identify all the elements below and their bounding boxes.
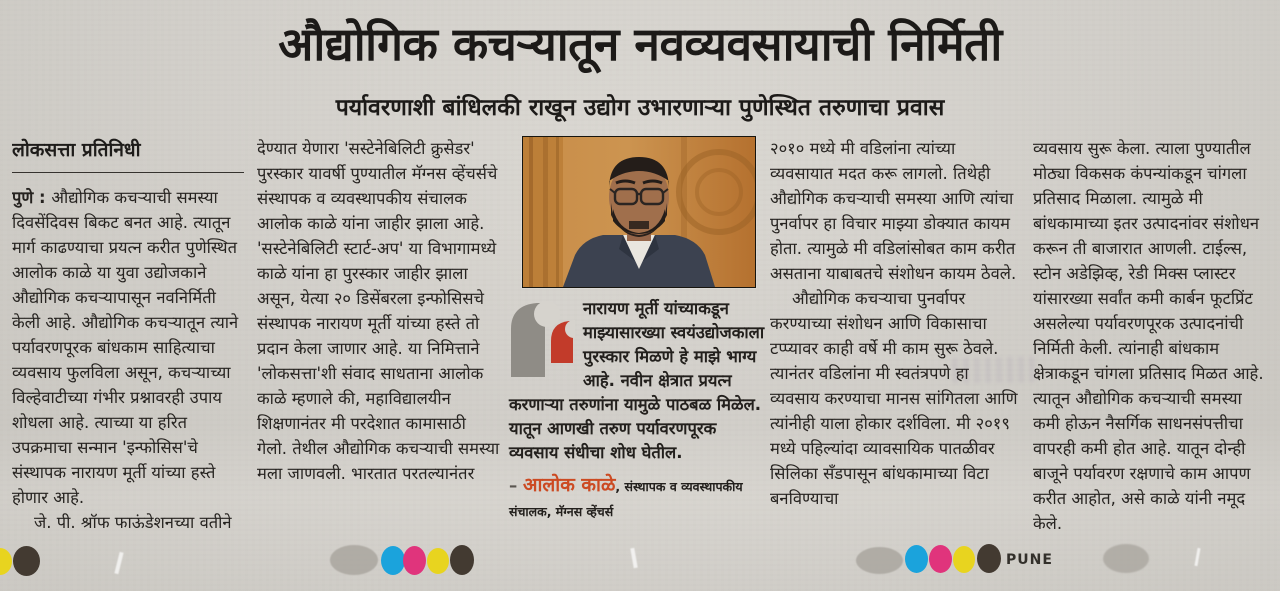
- column-1: [12, 136, 244, 532]
- registration-dot-black: [450, 545, 474, 575]
- registration-dot-magenta: [929, 545, 952, 573]
- column-3: [507, 136, 765, 532]
- edition-label: PUNE: [1006, 552, 1053, 568]
- registration-dot-cyan: [381, 546, 405, 575]
- article-subheadline: पर्यावरणाशी बांधिलकी राखून उद्योग उभारणाऱ्या पुणेस्थित तरुणाचा प्रवास: [335, 95, 945, 121]
- registration-blob-gray: [856, 547, 903, 574]
- paper-scratch: [114, 552, 123, 574]
- paragraph: व्यवसाय सुरू केला. त्याला पुण्यातील मोठ्या विकसक कंपन्यांकडून चांगला प्रतिसाद मिळाला. त्यामुळे मी बांधकामाच्या इतर उत्पादनांवर संशोधन करून ती बाजारात आणली. टाईल्स, स्टोन अडेझिव्ह, रेडी मिक्स प्लास्टर यांसारख्या सर्वांत कमी कार्बन फूटप्रिंट असलेल्या पर्यावरणपूरक उत्पादनांची निर्मिती केली. त्यांनाही बांधकाम क्षेत्राकडून चांगला प्रतिसाद मिळत आहे. त्यातून औद्योगिक कचऱ्याची समस्या कमी होऊन नैसर्गिक साधनसंपत्तीचा वापरही कमी होत आहे. यातून दोन्ही बाजूने पर्यावरण रक्षणाचे काम आपण करीत आहोत, असे काळे यांनी नमूद केले.: [1033, 139, 1264, 532]
- paragraph: जे. पी. श्रॉफ फाऊंडेशनच्या वतीने: [34, 513, 232, 532]
- pull-quote: [507, 297, 765, 523]
- registration-dot-yellow: [953, 546, 975, 573]
- paragraph: २०१० मध्ये मी वडिलांना त्यांच्या व्यवसायात मदत करू लागलो. तिथेही औद्योगिक कचऱ्याची समस्या आणि त्यांचा पुनर्वापर हा विचार माझ्या डोक्यात कायम होता. त्यामुळे मी वडिलांसोबत काम करीत असताना याबाबतचे संशोधन कायम ठेवले.: [770, 139, 1017, 283]
- column-4: [770, 136, 1020, 532]
- byline-rule: [12, 172, 244, 173]
- paragraph: औद्योगिक कचऱ्याचा पुनर्वापर करण्याच्या संशोधन आणि विकासाचा टप्प्यावर काही वर्षे मी काम सुरू ठेवले. त्यानंतर वडिलांना मी स्वतंत्रपणे हा व्यवसाय करण्याचा मानस सांगितला आणि त्यांनीही याला होकार दर्शविला. मी २०१९ मध्ये पहिल्यांदा व्यावसायिक पातळीवर सिलिका सँडपासून बांधकामाच्या विटा बनविण्याचा: [770, 289, 1018, 508]
- photo-alok-kale: [522, 136, 756, 288]
- attribution-dash: –: [509, 476, 523, 495]
- portrait-illustration: [523, 137, 755, 287]
- column-2: [257, 136, 501, 532]
- paragraph: देण्यात येणारा 'सस्टेनेबिलिटी क्रुसेडर' पुरस्कार यावर्षी पुण्यातील मॅग्नस व्हेंचर्सचे संस्थापक व व्यवस्थापकीय संचालक आलोक काळे यांना जाहीर झाला आहे. 'सस्टेनेबिलिटी स्टार्ट-अप' या विभागामध्ये काळे यांना हा पुरस्कार जाहीर झाला असून, येत्या २० डिसेंबरला इन्फोसिसचे संस्थापक नारायण मूर्ती यांच्या हस्ते तो प्रदान केला जाणार आहे. या निमित्ताने 'लोकसत्ता'शी संवाद साधताना आलोक काळे म्हणाले की, महाविद्यालयीन शिक्षणानंतर मी परदेशात कामासाठी गेलो. तेथील औद्योगिक कचऱ्याची समस्या मला जाणवली. भारतात परतल्यानंतर: [257, 139, 500, 483]
- byline: लोकसत्ता प्रतिनिधी: [12, 139, 141, 161]
- registration-dot-black: [13, 546, 40, 576]
- quotation-mark-icon: [509, 301, 575, 379]
- paragraph: [12, 185, 244, 510]
- registration-dot-yellow-partial: [0, 548, 12, 575]
- paragraph-text: औद्योगिक कचऱ्याची समस्या दिवसेंदिवस बिकट बनत आहे. त्यातून मार्ग काढण्याचा प्रयत्न करीत पुणेस्थित आलोक काळे या युवा उद्योजकाने औद्योगिक कचऱ्यापासून नवनिर्मिती केली आहे. औद्योगिक कचऱ्यातून त्याने पर्यावरणपूरक बांधकाम साहित्याचा व्यवसाय फुलविला असून, कचऱ्याच्या विल्हेवाटीच्या गंभीर प्रश्नावरही उपाय शोधला आहे. त्याच्या या हरित उपक्रमाचा सन्मान 'इन्फोसिस'चे संस्थापक नारायण मूर्ती यांच्या हस्ते होणार आहे.: [12, 188, 239, 507]
- article-headline: औद्योगिक कचऱ्यातून नवव्यवसायाची निर्मिती: [278, 17, 1002, 71]
- registration-dot-black: [977, 544, 1001, 573]
- paper-scratch: [1194, 548, 1200, 566]
- registration-blob-gray: [330, 545, 378, 575]
- registration-dot-cyan: [905, 545, 928, 573]
- column-5: [1033, 136, 1273, 532]
- ink-bleed-mark: [952, 356, 1036, 383]
- attribution-name: आलोक काळे: [523, 474, 616, 496]
- registration-dot-magenta: [403, 546, 426, 575]
- attribution-role: , संस्थापक व व्यवस्थापकीय संचालक, मॅग्नस व्हेंचर्स: [509, 479, 743, 519]
- quote-attribution: [509, 473, 765, 523]
- registration-dot-yellow: [427, 548, 449, 574]
- pull-quote-text: नारायण मूर्ती यांच्याकडून माझ्यासारख्या स्वयंउद्योजकाला पुरस्कार मिळणे हे माझे भाग्य आहे. नवीन क्षेत्रात प्रयत्न करणाऱ्या तरुणांना यामुळे पाठबळ मिळेल. यातून आणखी तरुण पर्यावरणपूरक व्यवसाय संधीचा शोध घेतील.: [509, 299, 765, 462]
- paper-scratch: [630, 548, 637, 568]
- registration-blob-gray: [1103, 544, 1149, 573]
- dateline-lead: पुणे :: [12, 188, 52, 207]
